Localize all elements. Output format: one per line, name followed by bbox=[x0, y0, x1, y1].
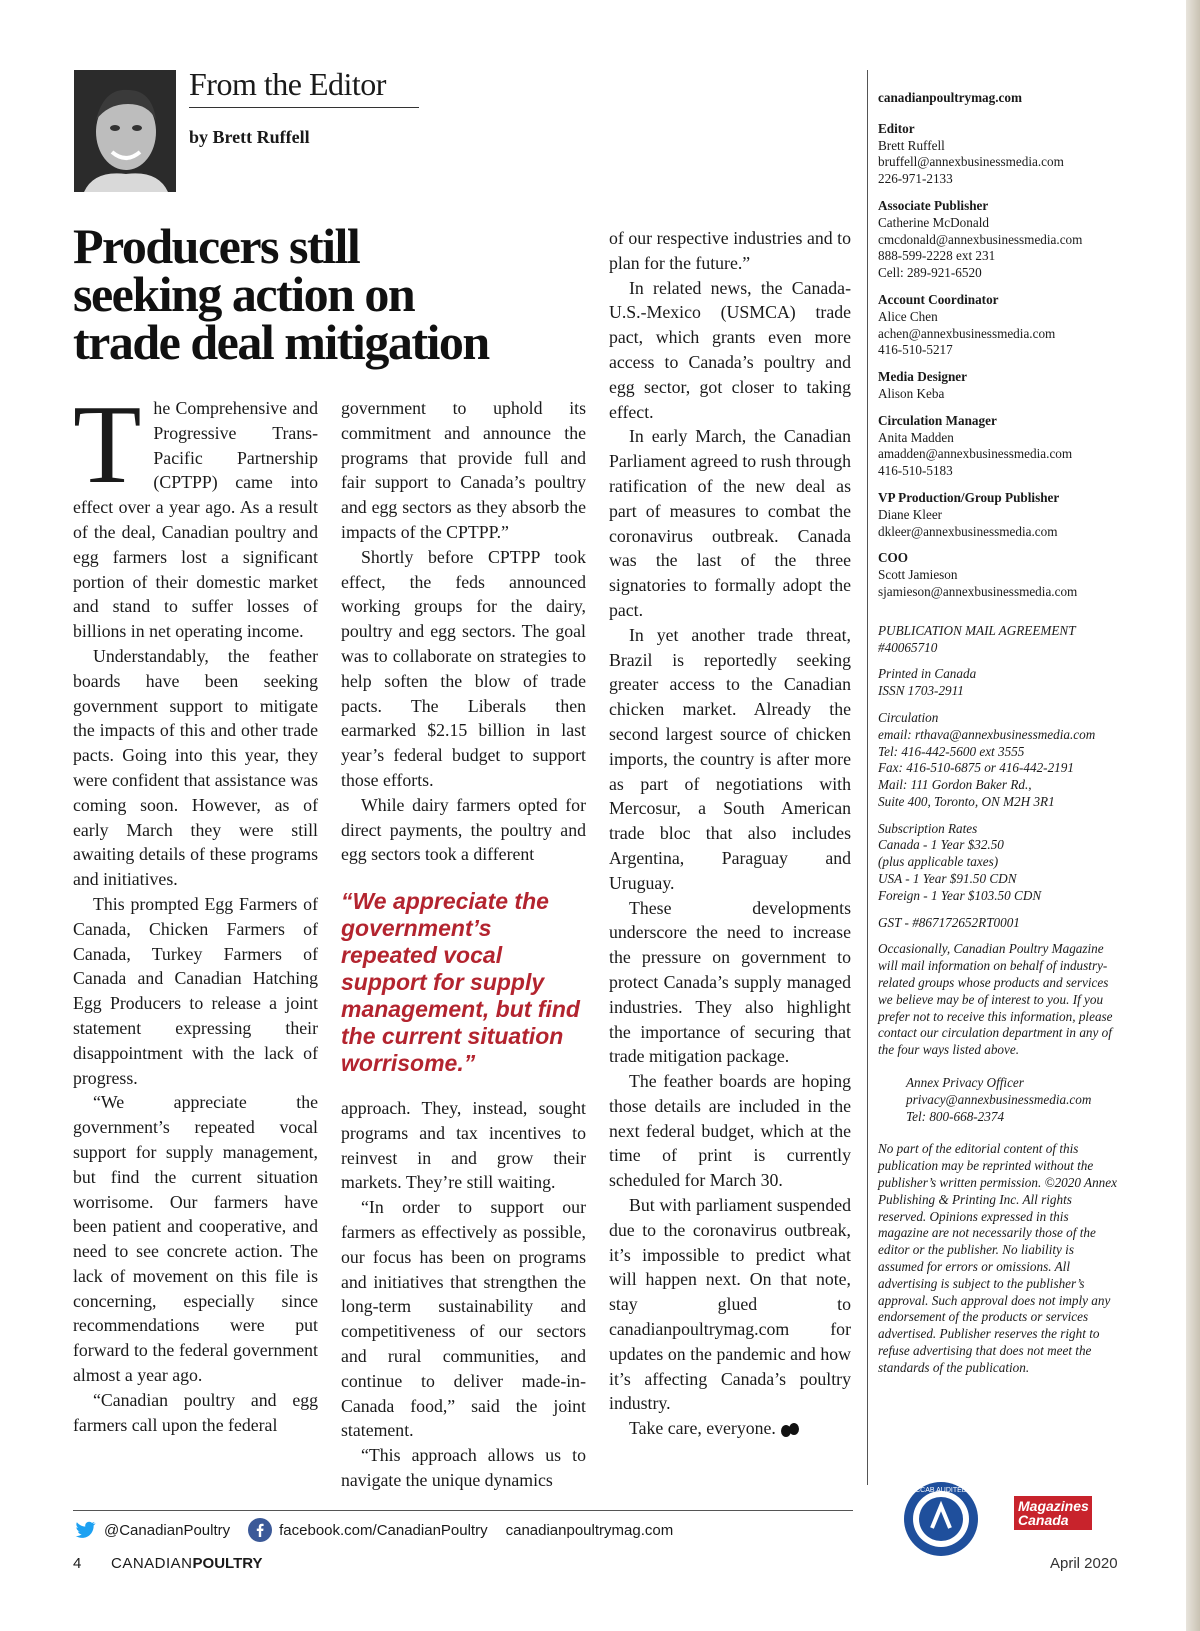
staff-email[interactable]: amadden@annexbusinessmedia.com bbox=[878, 446, 1073, 462]
info-line: Circulation bbox=[878, 709, 939, 725]
article-column-2-continued bbox=[341, 1096, 586, 1493]
info-line: Occasionally, Canadian Poultry Magazine will mail information on behalf of industry-related groups whose products and services we believe may be of interest to you. If you prefer not to receive this information, please contact our circulation department in any of the four ways listed above. bbox=[878, 941, 1113, 1058]
staff-email[interactable]: sjamieson@annexbusinessmedia.com bbox=[878, 583, 1078, 599]
staff-role: Circulation Manager bbox=[878, 412, 997, 428]
pull-quote: “We appreciate the government’s repeated vocal support for supply management, but find the current situation worrisome.” bbox=[341, 888, 580, 1076]
info-line: (plus applicable taxes) bbox=[878, 854, 999, 870]
staff-phone: 888-599-2228 ext 231 bbox=[878, 248, 996, 264]
staff-role: Editor bbox=[878, 120, 915, 136]
magazine-name-part1: CANADIAN bbox=[111, 1555, 193, 1572]
paragraph: The Comprehensive and Progressive Trans-Pacific Partnership (CPTPP) came into effect over a year ago. As a result of the deal, Canadian poultry and egg farmers lost a significant portion of their domestic market and stand to suffer losses of billions in net operating income. bbox=[73, 383, 318, 642]
info-line: GST - #867172652RT0001 bbox=[878, 914, 1020, 930]
paragraph: In related news, the Canada-U.S.-Mexico (USMCA) trade pact, which grants even more access to Canada’s poultry and egg sector, got closer to taking effect. bbox=[609, 277, 851, 422]
masthead-staff-editor bbox=[878, 121, 1178, 188]
staff-name: Anita Madden bbox=[878, 429, 954, 445]
info-line: Annex Privacy Officer bbox=[906, 1075, 1024, 1091]
info-line[interactable]: privacy@annexbusinessmedia.com bbox=[906, 1091, 1092, 1107]
staff-email[interactable]: achen@annexbusinessmedia.com bbox=[878, 325, 1056, 341]
privacy-officer bbox=[878, 1075, 1178, 1125]
masthead-staff-vp-production bbox=[878, 490, 1178, 540]
paragraph: This prompted Egg Farmers of Canada, Chicken Farmers of Canada, Turkey Farmers of Canada and Canadian Hatching Egg Producers to release a joint statement expressing their disappointment with the lack of progress. bbox=[73, 893, 318, 1088]
headline bbox=[73, 218, 593, 370]
page-footer bbox=[73, 1555, 263, 1572]
info-line: Subscription Rates bbox=[878, 820, 978, 836]
gst-number bbox=[878, 915, 1178, 932]
facebook-icon[interactable] bbox=[248, 1518, 272, 1542]
paragraph: The feather boards are hoping those details are included in the next federal budget, which at the time of print is currently scheduled for March 30. bbox=[609, 1071, 851, 1191]
staff-name: Scott Jamieson bbox=[878, 567, 958, 583]
paragraph: While dairy farmers opted for direct payments, the poultry and egg sectors took a different bbox=[341, 794, 586, 865]
staff-role: Media Designer bbox=[878, 369, 967, 385]
paragraph: Take care, everyone. bbox=[609, 1416, 851, 1441]
ccab-badge bbox=[902, 1480, 980, 1558]
paragraph: These developments underscore the need to increase the pressure on government to protect Canada’s supply managed industries. They also highlight the importance of securing that trade mitigation package. bbox=[609, 897, 851, 1067]
headline-line: trade deal mitigation bbox=[73, 314, 489, 370]
paragraph: “This approach allows us to navigate the unique dynamics bbox=[341, 1445, 586, 1490]
staff-phone: 416-510-5183 bbox=[878, 463, 953, 479]
byline: by Brett Ruffell bbox=[189, 127, 310, 147]
masthead-staff-circulation-manager bbox=[878, 413, 1178, 480]
headline-line: seeking action on bbox=[73, 266, 415, 322]
paragraph: In early March, the Canadian Parliament agreed to rush through ratification of the new deal as part of measures to combat the coronavirus outbreak. Canada was the last of the three signatories to formally adopt the pact. bbox=[609, 426, 851, 620]
twitter-icon[interactable] bbox=[73, 1518, 97, 1542]
article-column-2 bbox=[341, 396, 586, 867]
paragraph: Understandably, the feather boards have been seeking government support to mitigate the impacts of this and other trade pacts. Going into this year, they were confident that assistance was coming soon. However, as of early March they were still awaiting details of these programs and initiatives. bbox=[73, 645, 318, 890]
staff-role: Account Coordinator bbox=[878, 291, 999, 307]
info-line: USA - 1 Year $91.50 CDN bbox=[878, 871, 1017, 887]
page-edge bbox=[1186, 0, 1200, 1631]
masthead-staff-associate-publisher bbox=[878, 198, 1178, 282]
staff-phone: 416-510-5217 bbox=[878, 342, 953, 358]
staff-name: Alice Chen bbox=[878, 308, 938, 324]
page-number: 4 bbox=[73, 1555, 82, 1572]
masthead-staff-coo bbox=[878, 550, 1178, 600]
circulation-info bbox=[878, 710, 1178, 811]
article-column-1 bbox=[73, 383, 318, 1437]
vertical-divider bbox=[867, 70, 868, 1485]
staff-name: Alison Keba bbox=[878, 385, 945, 401]
info-line: Suite 400, Toronto, ON M2H 3R1 bbox=[878, 793, 1055, 809]
publication-mail-agreement bbox=[878, 623, 1178, 657]
facebook-link[interactable]: facebook.com/CanadianPoultry bbox=[279, 1521, 488, 1539]
info-line: Tel: 800-668-2374 bbox=[906, 1108, 1005, 1124]
paragraph: “We appreciate the government’s repeated vocal support for supply management, but find the current situation worrisome. Our farmers have been patient and cooperative, and need to see concrete action. The lack of movement on this file is concerning, especially since recommendations were put forward to the federal government almost a year ago. bbox=[73, 1092, 318, 1386]
paragraph: “In order to support our farmers as effectively as possible, our focus has been on programs and initiatives that strengthen the long-term sustainability and competitiveness of our sectors and rural communities, and continue to deliver made-in-Canada food,” said the joint statement. bbox=[341, 1197, 586, 1441]
info-line: Canada - 1 Year $32.50 bbox=[878, 837, 1004, 853]
staff-email[interactable]: bruffell@annexbusinessmedia.com bbox=[878, 154, 1064, 170]
info-line: Tel: 416-442-5600 ext 3555 bbox=[878, 743, 1025, 759]
paragraph: approach. They, instead, sought programs and tax incentives to reinvest in and grow their markets. They’re still waiting. bbox=[341, 1098, 586, 1193]
masthead-site-link[interactable]: canadianpoultrymag.com bbox=[878, 90, 1022, 105]
paragraph: “Canadian poultry and egg farmers call upon the federal bbox=[73, 1389, 318, 1435]
magazines-canada-logo bbox=[1014, 1496, 1092, 1530]
info-line[interactable]: email: rthava@annexbusinessmedia.com bbox=[878, 726, 1096, 742]
staff-role: Associate Publisher bbox=[878, 197, 989, 213]
magazine-name-part2: POULTRY bbox=[192, 1555, 263, 1572]
masthead-staff-account-coordinator bbox=[878, 292, 1178, 359]
twitter-handle[interactable]: @CanadianPoultry bbox=[104, 1521, 231, 1539]
info-line: PUBLICATION MAIL AGREEMENT bbox=[878, 622, 1076, 638]
staff-name: Diane Kleer bbox=[878, 506, 943, 522]
paragraph: But with parliament suspended due to the coronavirus outbreak, it’s impossible to predict what will happen next. On that note, stay glued to canadianpoultrymag.com for updates on the pandemic and how it’s affecting Canada’s poultry industry. bbox=[609, 1195, 851, 1414]
staff-name: Catherine McDonald bbox=[878, 214, 989, 230]
headline-line: Producers still bbox=[73, 218, 360, 274]
info-line: Mail: 111 Gordon Baker Rd., bbox=[878, 777, 1032, 793]
editor-photo bbox=[74, 70, 176, 192]
staff-name: Brett Ruffell bbox=[878, 137, 945, 153]
logo-line: Canada bbox=[1018, 1512, 1069, 1528]
masthead bbox=[878, 90, 1178, 1387]
social-links bbox=[73, 1518, 691, 1542]
paragraph: In yet another trade threat, Brazil is reportedly seeking greater access to the Canadian chicken market. Already the second largest source of chicken imports, the country is after more as part of negotiations with Mercosur, a South American trade bloc that also includes Argentina, Paraguay and Uruguay. bbox=[609, 624, 851, 893]
staff-role: COO bbox=[878, 550, 909, 566]
title-rule bbox=[189, 107, 419, 108]
issue-date: April 2020 bbox=[1050, 1555, 1118, 1572]
legal-notice: No part of the editorial content of this publication may be reprinted without the publisher’s written permission. ©2020 Annex Publishing & Printing Inc. All rights reserved. Opinions expressed in this magazine are not necessarily those of the editor or the publisher. No liability is assumed for errors or omissions. All advertising is subject to the publisher’s approval. Such approval does not imply any endorsement of the products or services advertised. Publisher reserves the right to refuse advertising that does not meet the standards of the publication. bbox=[878, 1141, 1117, 1375]
staff-phone: 226-971-2133 bbox=[878, 171, 953, 187]
info-line: #40065710 bbox=[878, 639, 938, 655]
info-line: ISSN 1703-2911 bbox=[878, 683, 964, 699]
staff-email[interactable]: dkleer@annexbusinessmedia.com bbox=[878, 523, 1058, 539]
paragraph: of our respective industries and to plan for the future.” bbox=[609, 228, 851, 273]
paragraph: Shortly before CPTPP took effect, the feds announced working groups for the dairy, poultry and egg sectors. The goal was to collaborate on strategies to help soften the blow of trade pacts. The Liberals then earmarked $2.15 billion in last year’s federal budget to support those efforts. bbox=[341, 546, 586, 790]
staff-email[interactable]: cmcdonald@annexbusinessmedia.com bbox=[878, 231, 1083, 247]
paragraph: government to uphold its commitment and announce the programs that provide full and fair support to Canada’s poultry and egg sectors as they absorb the impacts of the CPTPP.” bbox=[341, 398, 586, 542]
info-line: Foreign - 1 Year $103.50 CDN bbox=[878, 887, 1042, 903]
article-column-3 bbox=[609, 226, 851, 1441]
logo-line: Magazines bbox=[1018, 1498, 1089, 1514]
dropcap: T bbox=[73, 383, 142, 507]
staff-role: VP Production/Group Publisher bbox=[878, 489, 1060, 505]
end-mark-icon bbox=[780, 1423, 800, 1437]
staff-cell: Cell: 289-921-6520 bbox=[878, 265, 982, 281]
mailing-notice bbox=[878, 941, 1118, 1059]
printed-in bbox=[878, 666, 1178, 700]
website-link[interactable]: canadianpoultrymag.com bbox=[505, 1521, 674, 1539]
ccab-badge-text: CCAB AUDITED bbox=[915, 1487, 967, 1494]
info-line: Printed in Canada bbox=[878, 666, 977, 682]
masthead-staff-media-designer bbox=[878, 369, 1178, 403]
subscription-rates bbox=[878, 821, 1178, 905]
info-line: Fax: 416-510-6875 or 416-442-2191 bbox=[878, 760, 1074, 776]
footer-divider bbox=[73, 1510, 853, 1511]
section-title: From the Editor bbox=[189, 66, 386, 102]
